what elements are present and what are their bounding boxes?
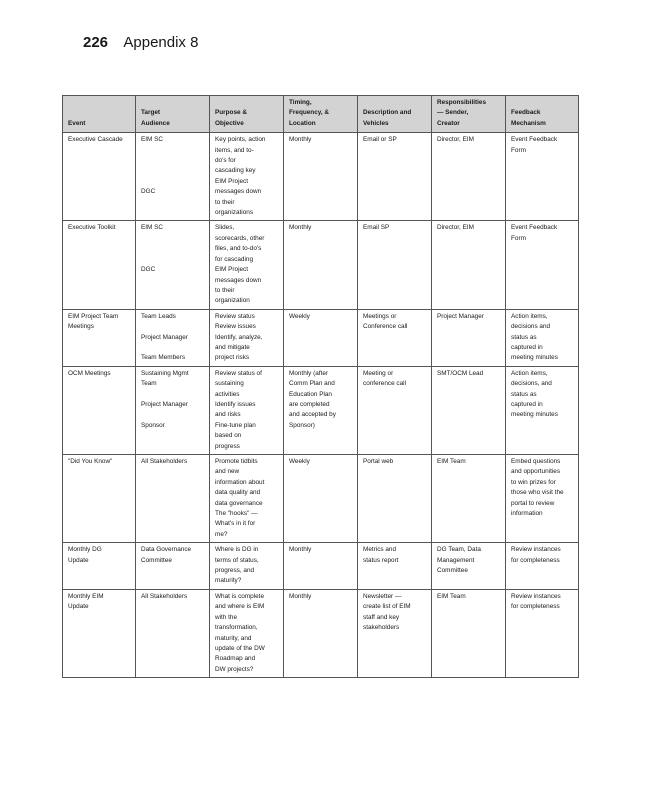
cell-event: Executive Toolkit (63, 221, 136, 309)
cell-description: Portal web (358, 455, 432, 543)
cell-responsibilities: Director, EIM (432, 133, 506, 221)
header-target-audience: Target Audience (136, 96, 210, 133)
cell-purpose: Key points, action items, and to- do's for cascading key EIM Project messages down to their organizations (210, 133, 284, 221)
cell-feedback: Action items, decisions and status as captured in meeting minutes (506, 309, 579, 366)
header-purpose-objective: Purpose & Objective (210, 96, 284, 133)
table-row (63, 366, 579, 454)
table-row (63, 133, 579, 221)
table-header-row (63, 96, 579, 133)
page-header (83, 33, 198, 53)
cell-purpose: Where is DG in terms of status, progress, and maturity? (210, 543, 284, 590)
cell-purpose: Promote tidbits and new information about data quality and data governance The "hooks" — What's in it for me? (210, 455, 284, 543)
table-row (63, 309, 579, 366)
cell-target-audience: All Stakeholders (136, 589, 210, 677)
cell-event: Executive Cascade (63, 133, 136, 221)
cell-event: "Did You Know" (63, 455, 136, 543)
cell-target-audience: EIM SC DGC (136, 133, 210, 221)
page-number: 226 (83, 34, 109, 51)
cell-timing: Weekly (284, 455, 358, 543)
cell-responsibilities: DG Team, Data Management Committee (432, 543, 506, 590)
header-description-vehicles: Description and Vehicles (358, 96, 432, 133)
table-row (63, 589, 579, 677)
cell-responsibilities: Project Manager (432, 309, 506, 366)
table-body (63, 133, 579, 678)
cell-purpose: Review status of sustaining activities Identify issues and risks Fine-tune plan based on progress (210, 366, 284, 454)
cell-description: Email or SP (358, 133, 432, 221)
cell-feedback: Event Feedback Form (506, 221, 579, 309)
header-timing-frequency-location: Timing, Frequency, & Location (284, 96, 358, 133)
cell-feedback: Review instances for completeness (506, 589, 579, 677)
cell-event: Monthly EIM Update (63, 589, 136, 677)
cell-description: Email SP (358, 221, 432, 309)
cell-description: Meetings or Conference call (358, 309, 432, 366)
table-row (63, 543, 579, 590)
cell-timing: Monthly (after Comm Plan and Education Plan are completed and accepted by Sponsor) (284, 366, 358, 454)
cell-description: Meeting or conference call (358, 366, 432, 454)
cell-responsibilities: SMT/OCM Lead (432, 366, 506, 454)
cell-responsibilities: EIM Team (432, 589, 506, 677)
communication-plan-table (62, 95, 579, 678)
cell-target-audience: Data Governance Committee (136, 543, 210, 590)
cell-purpose: Review status Review issues Identify, analyze, and mitigate project risks (210, 309, 284, 366)
cell-event: EIM Project Team Meetings (63, 309, 136, 366)
cell-timing: Monthly (284, 589, 358, 677)
cell-purpose: What is complete and where is EIM with the transformation, maturity, and update of the DW Roadmap and DW projects? (210, 589, 284, 677)
cell-purpose: Slides, scorecards, other files, and to-do's for cascading EIM Project messages down to their organization (210, 221, 284, 309)
cell-target-audience: EIM SC DGC (136, 221, 210, 309)
cell-target-audience: All Stakeholders (136, 455, 210, 543)
cell-event: Monthly DG Update (63, 543, 136, 590)
header-feedback-mechanism: Feedback Mechanism (506, 96, 579, 133)
cell-feedback: Embed questions and opportunities to win prizes for those who visit the portal to review information (506, 455, 579, 543)
header-responsibilities: Responsibilities — Sender, Creator (432, 96, 506, 133)
table-row (63, 221, 579, 309)
cell-timing: Monthly (284, 133, 358, 221)
cell-description: Metrics and status report (358, 543, 432, 590)
cell-target-audience: Sustaining Mgmt Team Project Manager Sponsor (136, 366, 210, 454)
table-header (63, 96, 579, 133)
page-section-title: Appendix 8 (123, 34, 199, 51)
cell-event: OCM Meetings (63, 366, 136, 454)
cell-timing: Monthly (284, 221, 358, 309)
cell-target-audience: Team Leads Project Manager Team Members (136, 309, 210, 366)
cell-timing: Weekly (284, 309, 358, 366)
cell-feedback: Event Feedback Form (506, 133, 579, 221)
cell-feedback: Action items, decisions, and status as captured in meeting minutes (506, 366, 579, 454)
header-event: Event (63, 96, 136, 133)
cell-feedback: Review instances for completeness (506, 543, 579, 590)
cell-timing: Monthly (284, 543, 358, 590)
cell-responsibilities: Director, EIM (432, 221, 506, 309)
cell-responsibilities: EIM Team (432, 455, 506, 543)
table-row (63, 455, 579, 543)
cell-description: Newsletter — create list of EIM staff and key stakeholders (358, 589, 432, 677)
